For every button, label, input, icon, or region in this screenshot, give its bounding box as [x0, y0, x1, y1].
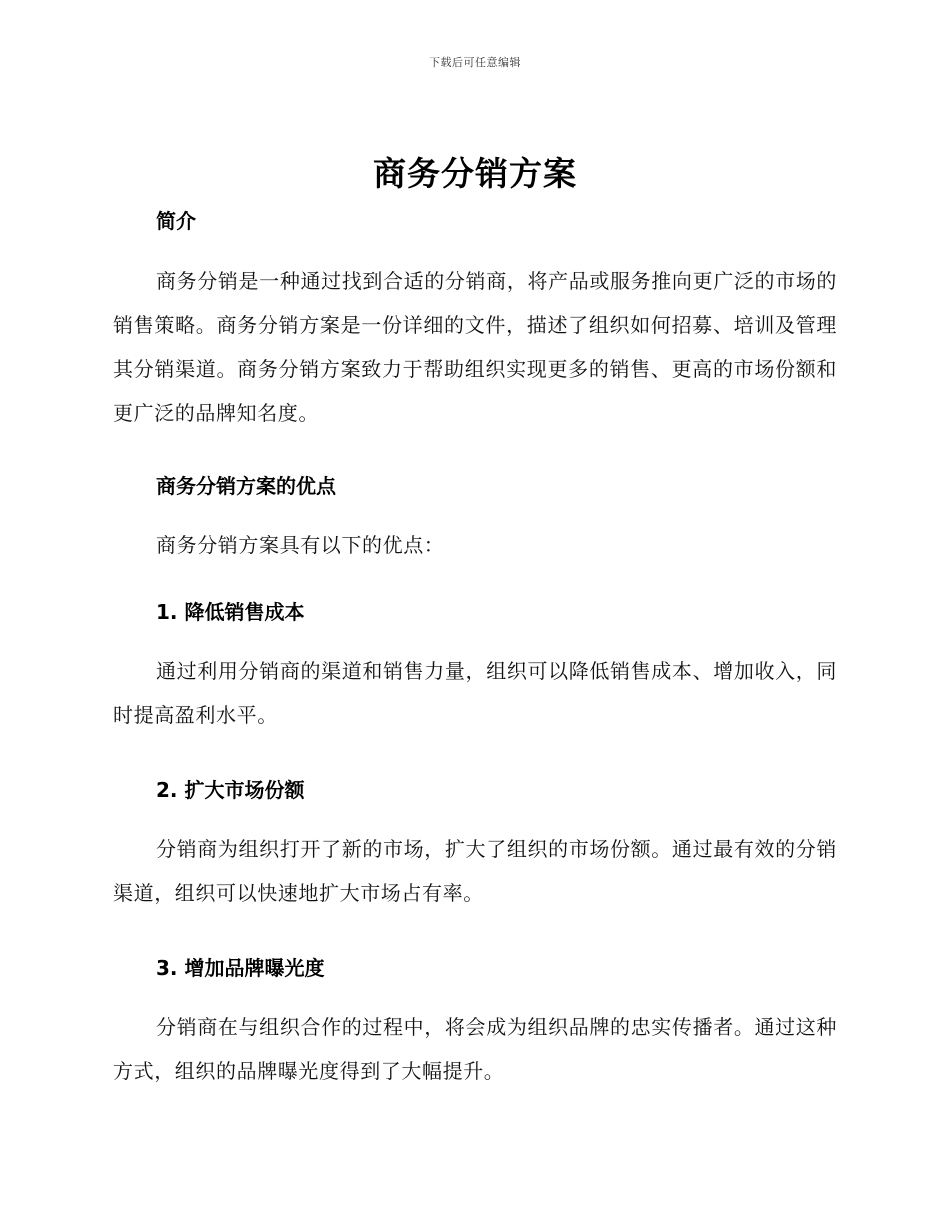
section-heading-intro: 简介: [156, 209, 196, 233]
section-heading-advantages: 商务分销方案的优点: [156, 474, 336, 498]
section-paragraph-reduce-cost: 通过利用分销商的渠道和销售力量，组织可以降低销售成本、增加收入，同时提高盈利水平。: [113, 659, 837, 727]
section-paragraph-brand-exposure: 分销商在与组织合作的过程中，将会成为组织品牌的忠实传播者。通过这种方式，组织的品牌曝光度得到了大幅提升。: [113, 1015, 837, 1083]
section-paragraph-market-share: 分销商为组织打开了新的市场，扩大了组织的市场份额。通过最有效的分销渠道，组织可以快速地扩大市场占有率。: [113, 837, 837, 905]
section-paragraph-advantages: 商务分销方案具有以下的优点：: [156, 533, 445, 557]
section-heading-brand-exposure: 3. 增加品牌曝光度: [156, 956, 325, 980]
document-body: [113, 203, 837, 1093]
section-heading-reduce-cost: 1. 降低销售成本: [156, 600, 305, 624]
document-title: 商务分销方案: [373, 154, 577, 193]
header-note: 下载后可任意编辑: [429, 56, 521, 69]
section-heading-market-share: 2. 扩大市场份额: [156, 778, 305, 802]
section-paragraph-intro: 商务分销是一种通过找到合适的分销商，将产品或服务推向更广泛的市场的销售策略。商务分销方案是一份详细的文件，描述了组织如何招募、培训及管理其分销渠道。商务分销方案致力于帮助组织实现更多的销售、更高的市场份额和更广泛的品牌知名度。: [113, 269, 837, 425]
